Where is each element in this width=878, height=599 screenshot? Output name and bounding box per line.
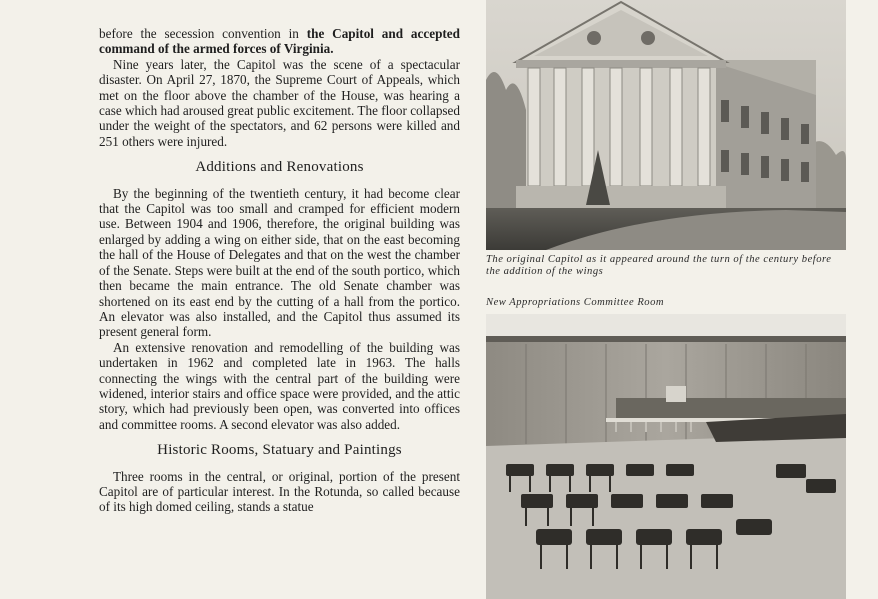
capitol-building-illustration — [486, 0, 846, 250]
paragraph-enlargement: By the beginning of the twentieth century, it had become clear that the Capitol was too small and cramped for efficient modern use. Between 1904 and 1906, therefore, the original building was enlarged by adding a wing on either side, that on the east becoming the hall of the House of Delegates and that on the west the chamber of the Senate. Steps were built at the end of the south portico, which then became the main entrance. The old Senate chamber was shortened on its east end by the cutting of a hall from the portico. An elevator was also installed, and the Capitol thus assumed its present general form. — [99, 185, 460, 340]
paragraph-bold-text: the Capitol and accepted command of the armed forces of Virginia. — [99, 26, 460, 57]
paragraph-continuation — [99, 26, 460, 57]
committee-room-caption: New Appropriations Committee Room — [486, 297, 665, 308]
article-text — [99, 26, 460, 515]
committee-room-illustration — [486, 314, 846, 599]
paragraph-1870-disaster: Nine years later, the Capitol was the scene of a spectacular disaster. On April 27, 1870, the Supreme Court of Appeals, which met on the floor above the chamber of the House, was hearing a case which had aroused great public excitement. The floor collapsed under the weight of the spectators, and 62 persons were killed and 251 others were injured. — [99, 56, 460, 149]
paragraph-renovation: An extensive renovation and remodelling of the building was undertaken in 1962 and completed late in 1963. The halls connecting the wings with the central part of the building were widened, interior stairs and office space were provided, and the attic story, which had previously been open, was converted into offices and committee rooms. A second elevator was also added. — [99, 339, 460, 432]
section-heading-additions: Additions and Renovations — [195, 159, 364, 176]
section-heading-historic-rooms: Historic Rooms, Statuary and Paintings — [157, 442, 402, 459]
paragraph-lead: before the secession convention in — [99, 26, 307, 41]
committee-room-photo — [486, 314, 846, 599]
paragraph-rotunda: Three rooms in the central, or original, portion of the present Capitol are of particular interest. In the Rotunda, so called because of its high domed ceiling, stands a statue — [99, 468, 460, 515]
capitol-photo-caption: The original Capitol as it appeared around the turn of the century before the addition of the wings — [486, 254, 832, 277]
capitol-photo — [486, 0, 846, 250]
